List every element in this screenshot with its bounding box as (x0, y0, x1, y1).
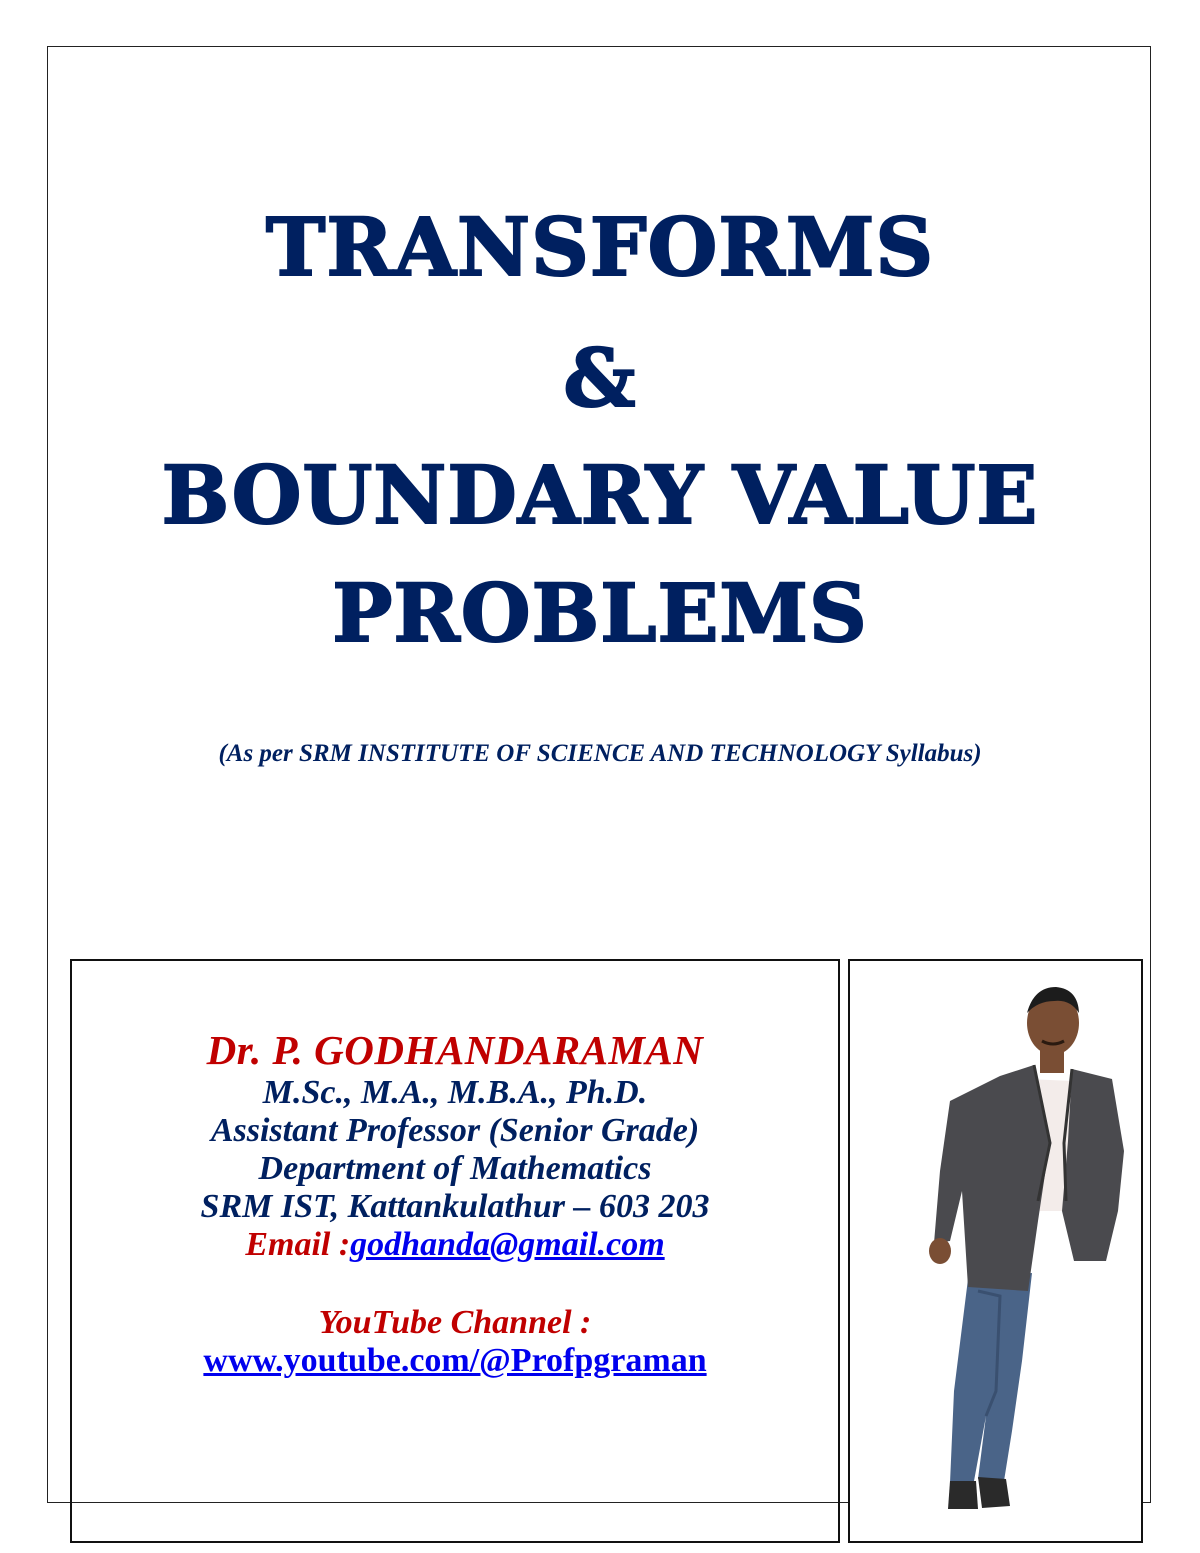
author-designation: Assistant Professor (Senior Grade) (210, 1111, 700, 1149)
youtube-label: YouTube Channel : (318, 1304, 592, 1342)
author-name: Dr. P. GODHANDARAMAN (206, 1027, 704, 1073)
author-degrees: M.Sc., M.A., M.B.A., Ph.D. (262, 1073, 648, 1111)
email-label: Email : (245, 1226, 351, 1264)
title-ampersand: & (563, 331, 637, 425)
author-department: Department of Mathematics (258, 1150, 652, 1188)
author-photo-frame (848, 959, 1143, 1543)
title-line-4: PROBLEMS (332, 566, 868, 660)
email-link[interactable]: godhanda@gmail.com (350, 1226, 665, 1264)
author-photo (850, 961, 1143, 1543)
title-line-1: TRANSFORMS (265, 200, 935, 294)
author-institution: SRM IST, Kattankulathur – 603 203 (200, 1188, 710, 1226)
youtube-link[interactable]: www.youtube.com/@Profpgraman (203, 1342, 707, 1380)
email-row (72, 1226, 838, 1264)
syllabus-subtitle: (As per SRM INSTITUTE OF SCIENCE AND TECHNOLOGY Syllabus) (218, 740, 982, 767)
title-line-3: BOUNDARY VALUE (161, 448, 1039, 542)
author-info-box (70, 959, 840, 1543)
